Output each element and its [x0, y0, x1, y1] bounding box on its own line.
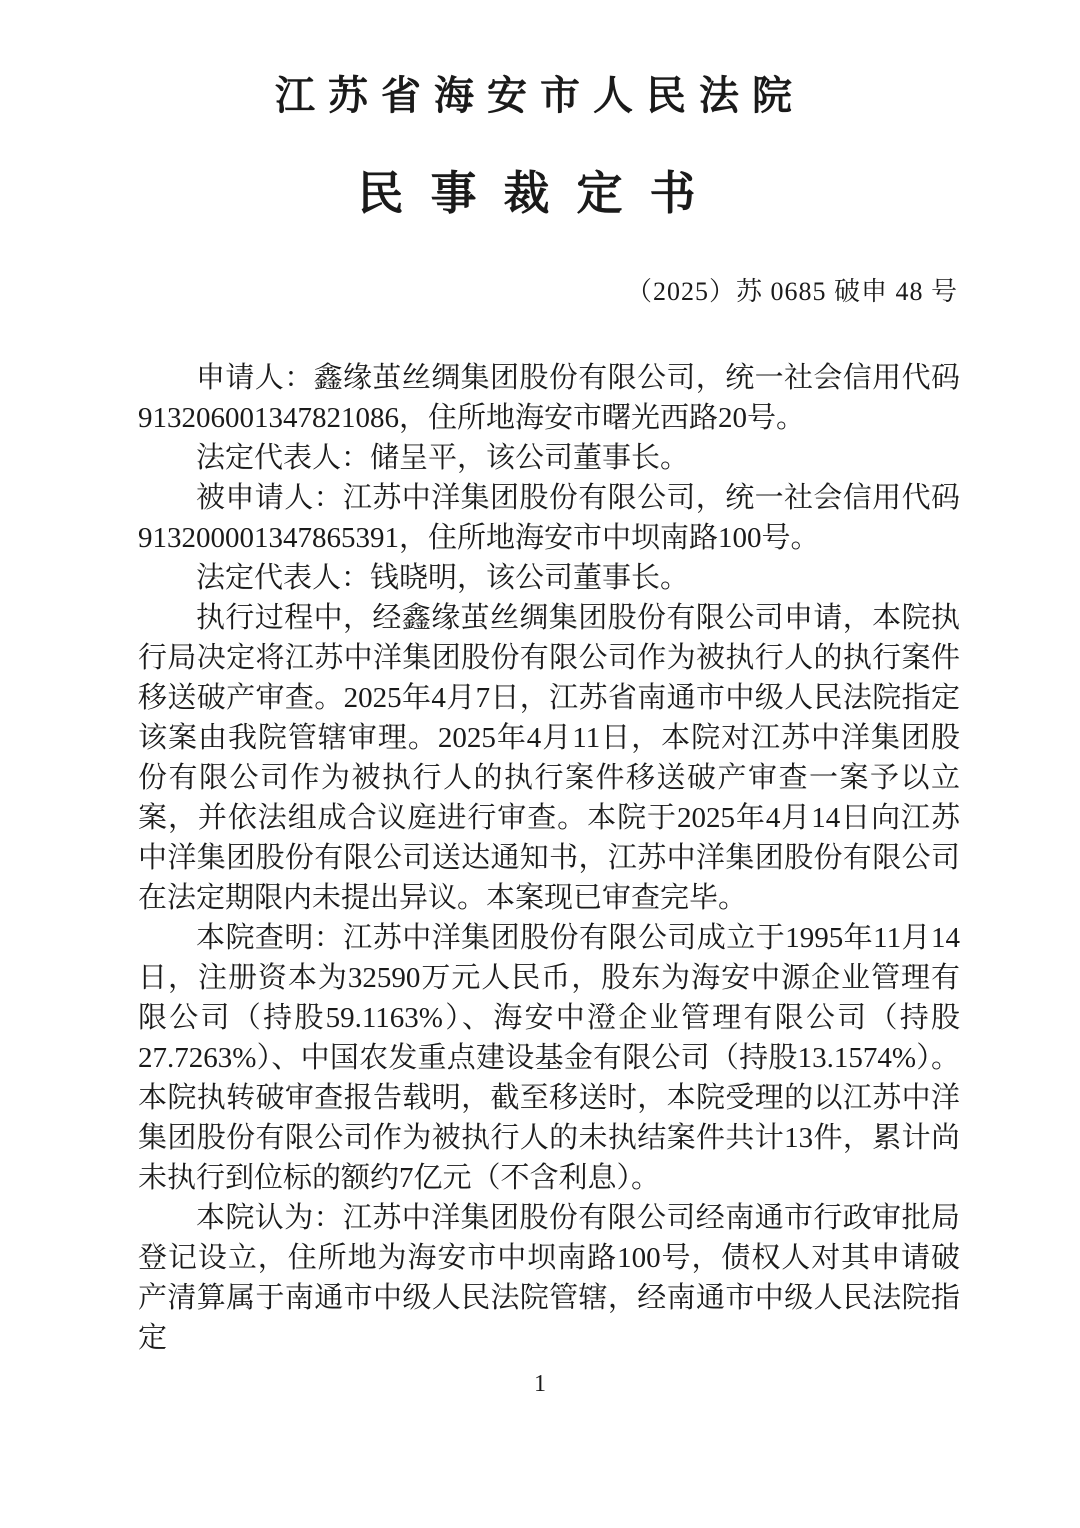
paragraph-procedure-history: 执行过程中，经鑫缘茧丝绸集团股份有限公司申请，本院执行局决定将江苏中洋集团股份有限公司作为被执行人的执行案件移送破产审查。2025年4月7日，江苏省南通市中级人民法院指定该案由我院管辖审理。2025年4月11日，本院对江苏中洋集团股份有限公司作为被执行人的执行案件移送破产审查一案予以立案，并依法组成合议庭进行审查。本院于2025年4月14日向江苏中洋集团股份有限公司送达通知书，江苏中洋集团股份有限公司在法定期限内未提出异议。本案现已审查完毕。 — [138, 602, 960, 914]
paragraph-respondent-representative: 法定代表人：钱晓明，该公司董事长。 — [196, 562, 690, 594]
paragraph-applicant-representative: 法定代表人：储呈平，该公司董事长。 — [196, 442, 690, 474]
paragraph-applicant: 申请人：鑫缘茧丝绸集团股份有限公司，统一社会信用代码913206001347821086，住所地海安市曙光西路20号。 — [138, 362, 960, 434]
document-title: 民事裁定书 — [357, 168, 723, 219]
paragraph-respondent: 被申请人：江苏中洋集团股份有限公司，统一社会信用代码913200001347865391，住所地海安市中坝南路100号。 — [138, 482, 960, 554]
page-number: 1 — [534, 1371, 546, 1397]
case-number: （2025）苏 0685 破申 48 号 — [625, 277, 958, 306]
paragraph-court-findings: 本院查明：江苏中洋集团股份有限公司成立于1995年11月14日，注册资本为32590万元人民币，股东为海安中源企业管理有限公司（持股59.1163%）、海安中澄企业管理有限公司（持股27.7263%）、中国农发重点建设基金有限公司（持股13.1574%）。本院执转破审查报告载明，截至移送时，本院受理的以江苏中洋集团股份有限公司作为被执行人的未执结案件共计13件，累计尚未执行到位标的额约7亿元（不含利息）。 — [138, 922, 960, 1194]
court-name: 江苏省海安市人民法院 — [275, 73, 805, 118]
document-body — [0, 358, 1080, 1358]
paragraph-court-opinion: 本院认为：江苏中洋集团股份有限公司经南通市行政审批局登记设立，住所地为海安市中坝南路100号，债权人对其申请破产清算属于南通市中级人民法院管辖，经南通市中级人民法院指定 — [138, 1202, 960, 1354]
